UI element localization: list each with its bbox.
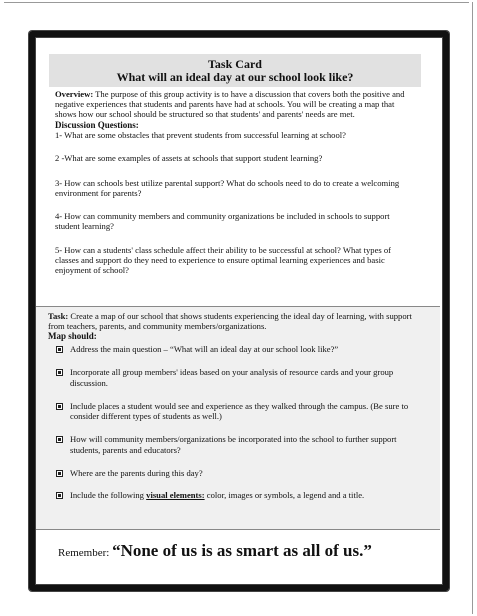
card-subtitle: What will an ideal day at our school look like? (116, 70, 354, 84)
task-paragraph (48, 311, 430, 331)
map-item-3 (70, 401, 424, 422)
question-4: 4- How can community members and community organizations be included in schools to support student learning? (55, 211, 390, 232)
discussion-heading: Discussion Questions: (55, 120, 139, 130)
map-item-2 (70, 367, 424, 388)
map-item-6 (70, 490, 424, 500)
card-title: Task Card (208, 57, 262, 71)
checkbox-bullet-icon (56, 369, 63, 376)
remember-quote: “None of us is as smart as all of us.” (112, 541, 372, 560)
page-edge-right (472, 2, 473, 614)
checkbox-bullet-icon (56, 346, 63, 353)
question-5: 5- How can a students' class schedule affect their ability to be successful at school? What types of classes and support do they need to experience to ensure optimal learning experiences and basic enjoyment of school? (55, 244, 392, 276)
checkbox-bullet-icon (56, 492, 63, 499)
page-edge-top (4, 2, 469, 3)
map-item-4 (70, 434, 424, 455)
remember-label: Remember: (58, 547, 113, 559)
checkbox-bullet-icon (56, 470, 63, 477)
question-2: 2 -What are some examples of assets at schools that support student learning? (55, 153, 323, 164)
map-heading: Map should: (48, 331, 97, 341)
task-text: Create a map of our school that shows students experiencing the ideal day of learning, with support from teachers, parents, and community members/organizations. (48, 311, 412, 331)
map-item-5 (70, 468, 424, 478)
checkbox-bullet-icon (56, 436, 63, 443)
map-item-text: How will community members/organizations be incorporated into the school to further support students, parents and educators? (70, 434, 397, 455)
overview-label: Overview: (55, 89, 94, 99)
map-item-text-end: color, images or symbols, a legend and a title. (204, 490, 365, 501)
remember-line (58, 541, 418, 561)
visual-elements-emphasis: visual elements: (146, 490, 205, 501)
overview-text: The purpose of this group activity is to have a discussion that covers both the positive and negative experiences that students and parents have had at schools. You will be creating a map that shows how our school should be structured so that students' and parents' needs are met. (55, 89, 405, 119)
map-item-text: Where are the parents during this day? (70, 468, 203, 479)
task-card-top (49, 54, 421, 304)
checkbox-bullet-icon (56, 403, 63, 410)
map-item-text: Address the main question – “What will an ideal day at our school look like?” (70, 344, 339, 354)
overview-paragraph (55, 89, 416, 119)
map-item-text: Include places a student would see and experience as they walked through the campus. (Be sure to consider different types of students as well.) (70, 400, 409, 422)
map-item-text: Include the following (70, 490, 147, 501)
map-item-text: Incorporate all group members' ideas based on your analysis of resource cards and your group discussion. (70, 367, 394, 388)
task-section (36, 306, 440, 530)
map-item-1 (70, 344, 424, 354)
question-1: 1- What are some obstacles that prevent students from successful learning at school? (55, 130, 346, 140)
question-3: 3- How can schools best utilize parental support? What do schools need to do to create a welcoming environment for parents? (55, 177, 400, 198)
task-label: Task: (48, 311, 69, 321)
card-title-box (49, 54, 421, 87)
